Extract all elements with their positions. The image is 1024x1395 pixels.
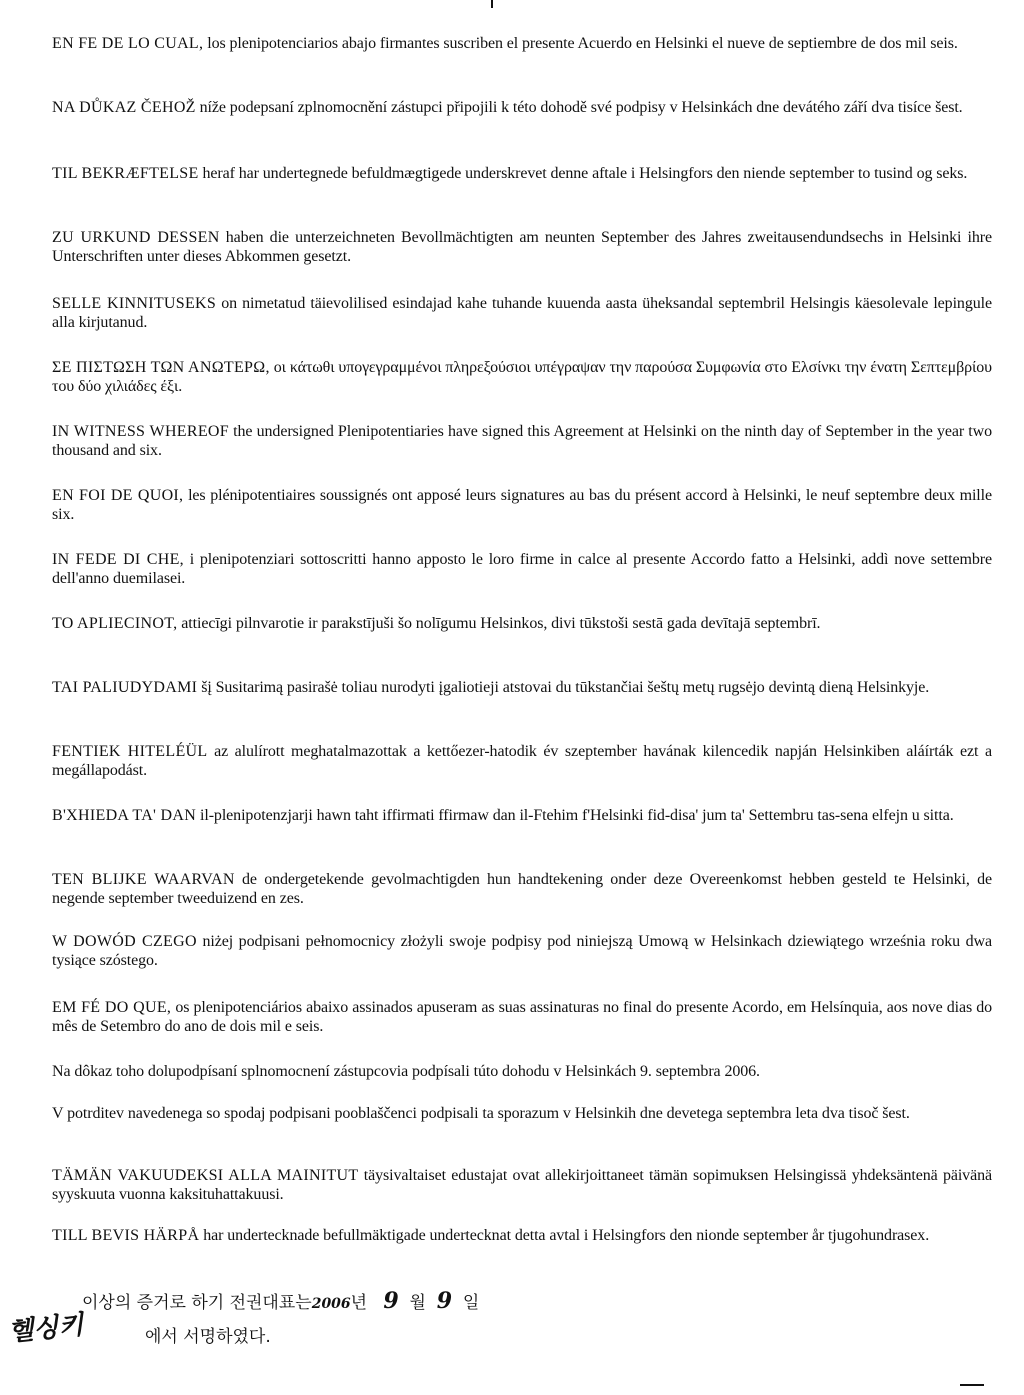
clause-dutch: [52, 870, 992, 908]
clause-lead: IN FEDE DI CHE,: [52, 551, 184, 568]
clause-lead: TILL BEVIS HÄRPÅ: [52, 1227, 200, 1244]
clause-maltese: [52, 806, 992, 825]
clause-body: attiecīgi pilnvarotie ir parakstījuši šo nolīgumu Helsinkos, divi tūkstoši sestā gada devītajā septembrī.: [181, 615, 821, 632]
clause-spanish: [52, 34, 992, 53]
handwritten-helsinki: 헬싱키: [6, 1310, 85, 1348]
korean-day: 9: [436, 1288, 453, 1314]
clause-lead: TO APLIECINOT,: [52, 615, 178, 632]
clause-lead: W DOWÓD CZEGO: [52, 933, 197, 950]
clause-body: i plenipotenziari sottoscritti hanno apposto le loro firme in calce al presente Accordo fatto a Helsinki, addì nove settembre dell'anno duemilasei.: [52, 551, 992, 587]
korean-clause-text: 이상의 증거로 하기 전권대표는: [82, 1293, 312, 1313]
clause-czech: [52, 98, 992, 117]
clause-lead: TEN BLIJKE WAARVAN: [52, 871, 235, 888]
clause-lead: ΣΕ ΠΙΣΤΩΣΗ ΤΩΝ ΑΝΩΤΕΡΩ,: [52, 359, 270, 376]
clause-english: [52, 422, 992, 460]
korean-closing: 에서 서명하였다.: [145, 1327, 271, 1347]
clause-polish: [52, 932, 992, 970]
clause-body: täysivaltaiset edustajat ovat allekirjoittaneet tämän sopimuksen Helsingissä yhdeksäntenä päivänä syyskuuta vuonna kaksituhattakuusi.: [52, 1167, 992, 1203]
clause-body: az alulírott meghatalmazottak a kettőezer-hatodik év szeptember havának kilencedik napján Helsinkiben aláírták ezt a megállapodást.: [52, 743, 993, 779]
korean-year: 2006: [311, 1296, 351, 1312]
clause-lead: TAI PALIUDYDAMI: [52, 679, 198, 696]
clause-body: šį Susitarimą pasirašė toliau nurodyti įgaliotieji atstovai du tūkstančiai šeštų metų rugsėjo devintą dieną Helsinkyje.: [201, 679, 930, 696]
top-edge-mark: [491, 0, 493, 8]
clause-body: haben die unterzeichneten Bevollmächtigten am neunten September des Jahres zweitausendundsechs in Helsinki ihre Unterschriften unter dieses Abkommen gesetzt.: [52, 229, 992, 265]
clause-latvian: [52, 614, 992, 633]
clause-estonian: [52, 294, 992, 332]
clause-lead: TÄMÄN VAKUUDEKSI ALLA MAINITUT: [52, 1167, 359, 1184]
clause-lead: FENTIEK HITELÉÜL: [52, 743, 208, 760]
clause-german: [52, 228, 992, 266]
clause-greek: [52, 358, 992, 396]
clause-body: toho dolupodpísaní splnomocnení zástupcovia podpísali túto dohodu v Helsinkách 9. septembra 2006.: [115, 1063, 760, 1080]
clause-lead: EN FE DE LO CUAL,: [52, 35, 204, 52]
clause-body: niżej podpisani pełnomocnicy złożyli swoje podpisy pod niniejszą Umową w Helsinkach dziewiątego września roku dwa tysiące szóstego.: [52, 933, 992, 969]
clause-french: [52, 486, 992, 524]
clause-body: the undersigned Plenipotentiaries have signed this Agreement at Helsinki on the ninth day of September in the year two thousand and six.: [52, 423, 992, 459]
korean-month-suffix: 월: [409, 1293, 426, 1313]
clause-lead: EM FÉ DO QUE,: [52, 999, 172, 1016]
clause-lead: EN FOI DE QUOI,: [52, 487, 184, 504]
clause-body: heraf har undertegnede befuldmægtigede underskrevet denne aftale i Helsingfors den niende september to tusind og seks.: [202, 165, 968, 182]
clause-body: navedenega so spodaj podpisani pooblaščenci podpisali ta sporazum v Helsinkih dne devetega septembra leta dva tisoč šest.: [127, 1105, 910, 1122]
clause-korean: [82, 1290, 479, 1315]
clause-portuguese: [52, 998, 992, 1036]
clause-body: de ondergetekende gevolmachtigden hun handtekening onder deze Overeenkomst hebben gesteld te Helsinki, de negende september tweeduizend en zes.: [52, 871, 992, 907]
clause-lead: B'XHIEDA TA' DAN: [52, 807, 197, 824]
clause-slovak: [52, 1062, 992, 1081]
clause-lead: IN WITNESS WHEREOF: [52, 423, 229, 440]
clause-lead: Na dôkaz: [52, 1063, 113, 1080]
clause-body: il-plenipotenzjarji hawn taht iffirmati ffirmaw dan il-Ftehim f'Helsinki fid-disa' jum ta' Settembru tas-sena elfejn u sitta.: [200, 807, 954, 824]
clause-lead: TIL BEKRÆFTELSE: [52, 165, 199, 182]
clause-body: níže podepsaní zplnomocnění zástupci připojili k této dohodě své podpisy v Helsinkách dne devátého září dva tisíce šest.: [199, 99, 963, 116]
korean-year-suffix: 년: [350, 1293, 368, 1313]
clause-finnish: [52, 1166, 992, 1204]
clause-body: os plenipotenciários abaixo assinados apuseram as suas assinaturas no final do presente Acordo, em Helsínquia, aos nove dias do mês de Setembro do ano de dois mil e seis.: [52, 999, 992, 1035]
clause-lead: SELLE KINNITUSEKS: [52, 295, 217, 312]
korean-month: 9: [383, 1288, 399, 1314]
clause-body: on nimetatud täievolilised esindajad kahe tuhande kuuenda aasta üheksandal septembril Helsingis käesolevale lepingule alla kirjutanud.: [52, 295, 992, 331]
clause-body: har undertecknade befullmäktigade undertecknat detta avtal i Helsingfors den nionde september år tjugohundrasex.: [203, 1227, 930, 1244]
clause-body: los plenipotenciarios abajo firmantes suscriben el presente Acuerdo en Helsinki el nueve de septiembre de dos mil seis.: [207, 35, 958, 52]
bottom-edge-mark: [960, 1384, 984, 1386]
clause-lead: NA DŮKAZ ČEHOŽ: [52, 99, 196, 116]
clause-body: οι κάτωθι υπογεγραμμένοι πληρεξούσιοι υπέγραψαν την παρούσα Συμφωνία στο Ελσίνκι την ένατη Σεπτεμβρίου του δύο χιλιάδες έξι.: [52, 359, 992, 395]
clause-italian: [52, 550, 992, 588]
clause-danish: [52, 164, 992, 183]
clause-hungarian: [52, 742, 992, 780]
clause-swedish: [52, 1226, 992, 1245]
korean-day-suffix: 일: [462, 1293, 480, 1313]
clause-slovenian: [52, 1104, 992, 1123]
clause-lithuanian: [52, 678, 992, 697]
clause-lead: ZU URKUND DESSEN: [52, 229, 220, 246]
clause-lead: V potrditev: [52, 1105, 124, 1122]
clause-body: les plénipotentiaires soussignés ont apposé leurs signatures au bas du présent accord à Helsinki, le neuf septembre deux mille six.: [52, 487, 992, 523]
